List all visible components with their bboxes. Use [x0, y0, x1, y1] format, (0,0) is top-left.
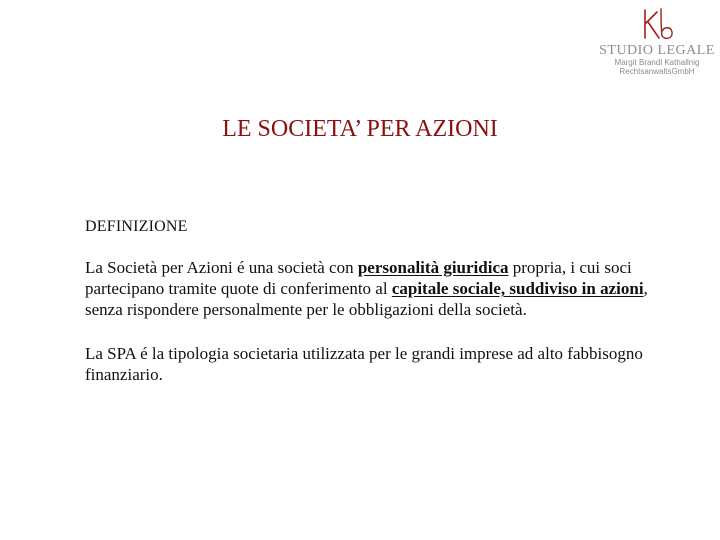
- logo-subline-1: Margit Brandl Kathallnig: [614, 58, 700, 67]
- logo-subline-2: RechtsanwaltsGmbH: [619, 67, 695, 76]
- paragraph-1-bold-2: capitale sociale, suddiviso in azioni: [391, 279, 644, 298]
- paragraph-1-text-3: , senza rispondere personalmente per le obbligazioni della società.: [85, 279, 648, 319]
- kb-monogram-icon: [635, 6, 679, 42]
- studio-legale-logo: [598, 6, 716, 82]
- paragraph-1-bold-1: personalità giuridica: [357, 258, 509, 277]
- slide-title: LE SOCIETA’ PER AZIONI: [222, 116, 498, 142]
- paragraph-1-text-2: propria, i cui soci partecipano tramite quote di conferimento al: [85, 258, 632, 298]
- definition-heading: DEFINIZIONE: [85, 218, 188, 235]
- definition-paragraph-2: La SPA é la tipologia societaria utilizzata per le grandi imprese ad alto fabbisogno finanziario.: [85, 344, 643, 384]
- paragraph-1-text-1: La Società per Azioni é una società con: [85, 258, 358, 277]
- slide-content: [85, 216, 655, 408]
- definition-paragraph-1: [85, 257, 655, 320]
- logo-firm-name: STUDIO LEGALE: [599, 43, 715, 58]
